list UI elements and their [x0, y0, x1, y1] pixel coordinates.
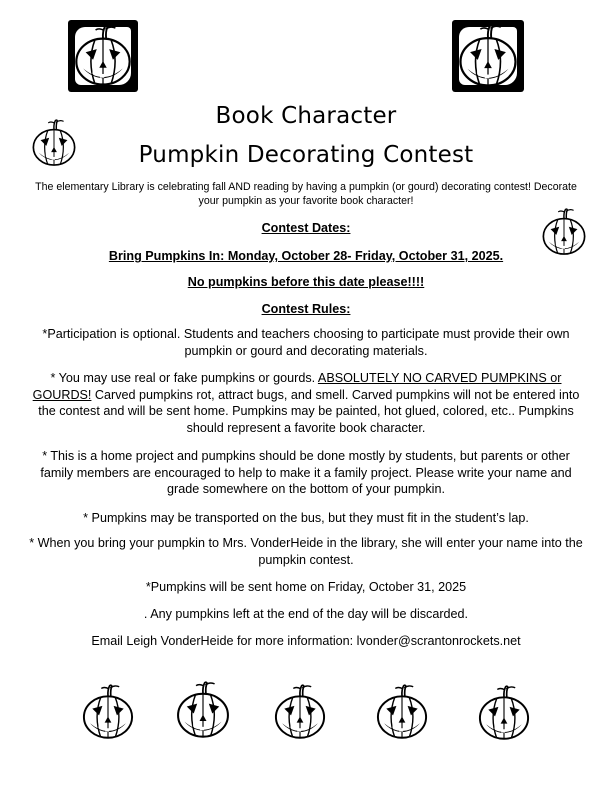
rule-library: * When you bring your pumpkin to Mrs. VonderHeide in the library, she will enter your name into the pumpkin contest.	[29, 536, 583, 567]
rule-discarded: . Any pumpkins left at the end of the day will be discarded.	[143, 607, 469, 621]
intro-text: The elementary Library is celebrating fall AND reading by having a pumpkin (or gourd) decorating contest! Decorate your pumpkin as your favorite book character!	[35, 181, 577, 207]
rule-sent-home: *Pumpkins will be sent home on Friday, October 31, 2025	[145, 580, 467, 594]
rule-home-project: * This is a home project and pumpkins should be done mostly by students, but parents or other family members are encouraged to help to make it a family project. Please write your name and grade somewhere on the bottom of your pumpkin.	[40, 449, 572, 496]
contest-dates-heading: Contest Dates:	[261, 221, 351, 235]
jack-o-lantern-icon	[72, 23, 134, 89]
rule-real-or-fake	[28, 370, 584, 436]
jack-o-lantern-icon	[374, 682, 430, 742]
framed-pumpkin-right	[452, 20, 524, 92]
rule-real-or-fake-suffix: Carved pumpkins rot, attract bugs, and smell. Carved pumpkins will not be entered into the contest and will be sent home. Pumpkins may be painted, hot glued, colored, etc.. Pumpkins should represent a favorite book character.	[38, 387, 580, 435]
page-title-line1: Book Character	[215, 103, 397, 129]
no-pumpkins-before-notice: No pumpkins before this date please!!!!	[187, 275, 425, 289]
framed-pumpkin-left	[68, 20, 138, 92]
contact-info: Email Leigh VonderHeide for more information: lvonder@scrantonrockets.net	[91, 634, 521, 648]
jack-o-lantern-icon	[174, 680, 232, 740]
bring-in-dates: Bring Pumpkins In: Monday, October 28- Friday, October 31, 2025.	[108, 249, 504, 263]
jack-o-lantern-icon	[80, 682, 136, 742]
rule-participation: *Participation is optional. Students and teachers choosing to participate must provide their own pumpkin or gourd and decorating materials.	[42, 327, 570, 358]
jack-o-lantern-icon	[476, 684, 532, 742]
jack-o-lantern-icon	[456, 23, 520, 89]
rule-bus: * Pumpkins may be transported on the bus, but they must fit in the student’s lap.	[83, 511, 529, 525]
rule-real-or-fake-prefix: * You may use real or fake pumpkins or gourds.	[50, 371, 318, 385]
contest-rules-heading: Contest Rules:	[261, 302, 351, 316]
no-carved-warning: ABSOLUTELY NO CARVED PUMPKINS or GOURDS!	[32, 371, 562, 402]
page-title-line2: Pumpkin Decorating Contest	[138, 142, 474, 168]
jack-o-lantern-icon	[272, 682, 328, 742]
